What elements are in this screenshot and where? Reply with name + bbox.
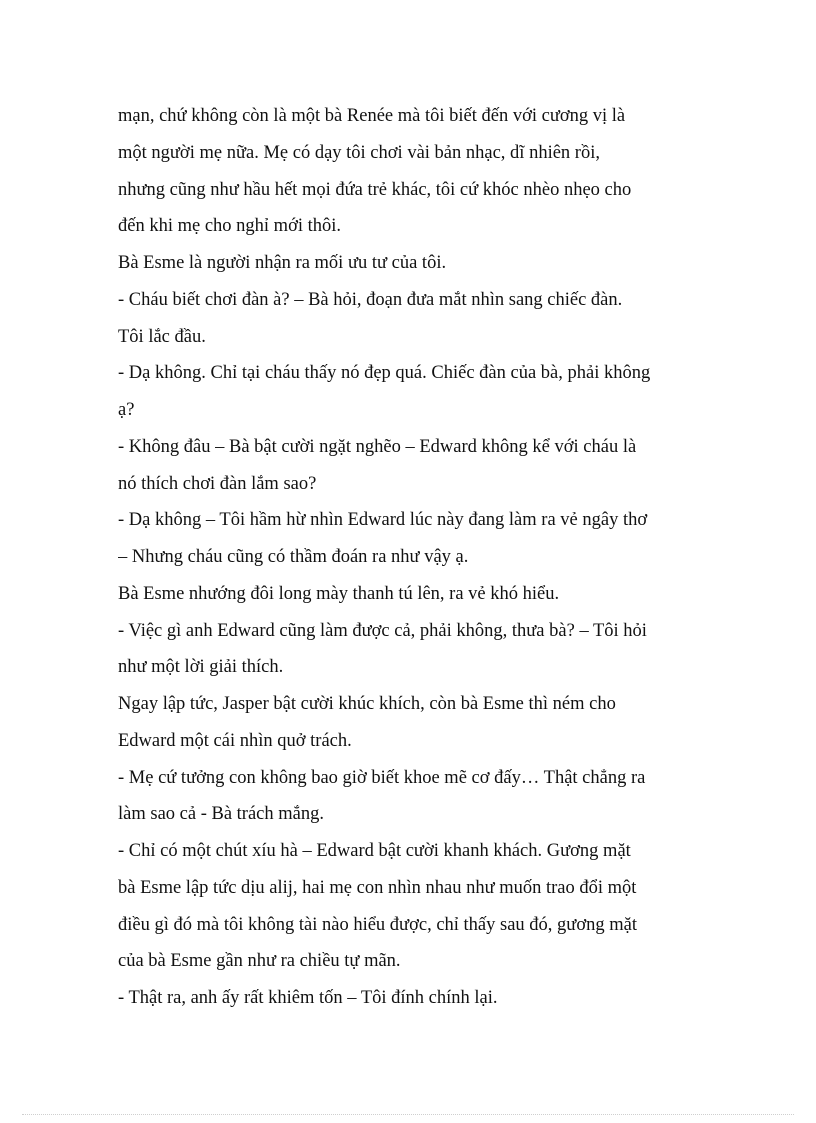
- text-line: Edward một cái nhìn quở trách.: [118, 730, 352, 751]
- text-line: - Dạ không – Tôi hầm hừ nhìn Edward lúc này đang làm ra vẻ ngây thơ: [118, 510, 648, 531]
- text-line: ạ?: [118, 400, 135, 420]
- text-line: - Thật ra, anh ấy rất khiêm tốn – Tôi đính chính lại.: [118, 988, 498, 1008]
- text-line: mạn, chứ không còn là một bà Renée mà tôi biết đến với cương vị là: [118, 106, 626, 126]
- text-line: của bà Esme gần như ra chiều tự mãn.: [118, 951, 401, 972]
- text-line: như một lời giải thích.: [118, 657, 284, 678]
- text-line: - Dạ không. Chỉ tại cháu thấy nó đẹp quá. Chiếc đàn của bà, phải không: [118, 363, 651, 384]
- text-line: - Mẹ cứ tưởng con không bao giờ biết khoe mẽ cơ đấy… Thật chẳng ra: [118, 767, 646, 788]
- text-line: một người mẹ nữa. Mẹ có dạy tôi chơi vài bản nhạc, dĩ nhiên rồi,: [118, 142, 600, 163]
- text-line: Ngay lập tức, Jasper bật cười khúc khích, còn bà Esme thì ném cho: [118, 694, 616, 714]
- text-line: Bà Esme nhướng đôi long mày thanh tú lên, ra vẻ khó hiểu.: [118, 583, 560, 604]
- text-line: đến khi mẹ cho nghỉ mới thôi.: [118, 216, 342, 237]
- text-line: Bà Esme là người nhận ra mối ưu tư của tôi.: [118, 253, 447, 273]
- text-line: - Việc gì anh Edward cũng làm được cả, phải không, thưa bà? – Tôi hỏi: [118, 620, 647, 641]
- text-line: làm sao cả - Bà trách mắng.: [118, 804, 324, 825]
- text-line: nhưng cũng như hầu hết mọi đứa trẻ khác, tôi cứ khóc nhèo nhẹo cho: [118, 179, 632, 200]
- text-line: - Chỉ có một chút xíu hà – Edward bật cười khanh khách. Gương mặt: [118, 841, 631, 861]
- text-line: - Không đâu – Bà bật cười ngặt nghẽo – Edward không kể với cháu là: [118, 436, 637, 457]
- text-line: nó thích chơi đàn lắm sao?: [118, 473, 317, 494]
- text-line: bà Esme lập tức dịu alij, hai mẹ con nhìn nhau như muốn trao đổi một: [118, 877, 637, 898]
- page-bottom-divider: [22, 1114, 794, 1115]
- text-column: [118, 98, 703, 1017]
- text-line: – Nhưng cháu cũng có thầm đoán ra như vậy ạ.: [118, 547, 469, 567]
- text-line: điều gì đó mà tôi không tài nào hiểu được, chỉ thấy sau đó, gương mặt: [118, 914, 637, 935]
- text-line: Tôi lắc đầu.: [118, 326, 206, 347]
- text-line: - Cháu biết chơi đàn à? – Bà hỏi, đoạn đưa mắt nhìn sang chiếc đàn.: [118, 289, 623, 310]
